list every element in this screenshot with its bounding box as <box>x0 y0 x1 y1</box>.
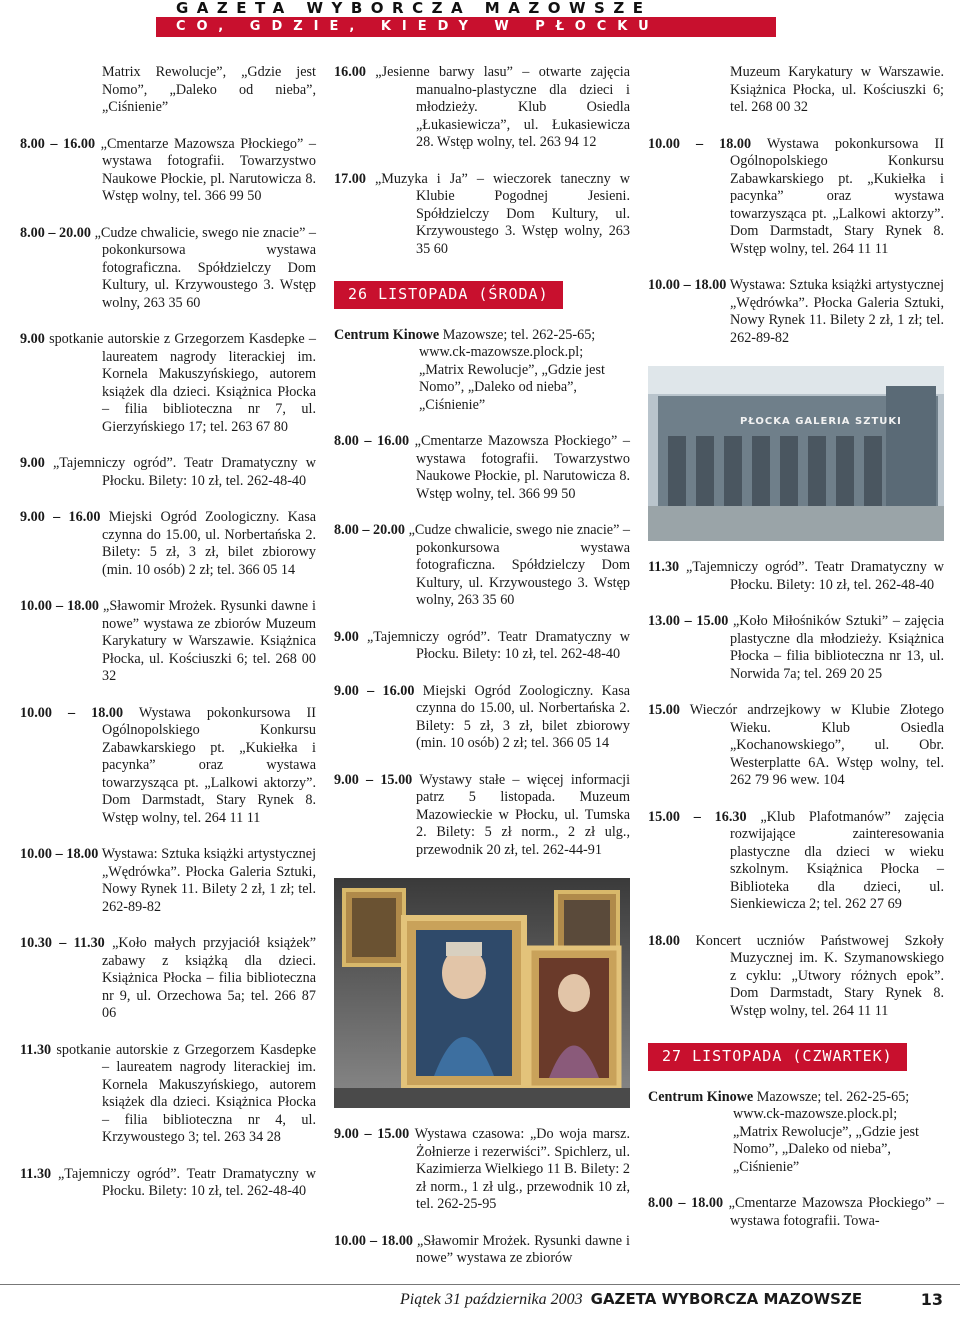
event-description: „Tajemniczy ogród”. Teatr Dramatyczny w Płocku. Bilety: 10 zł, tel. 262-48-40 <box>366 628 630 662</box>
event-description: „Klub Plafotmanów” zajęcia rozwijające zainteresowania plastyczne dla dzieci w wieku szkolnym. Książnica Płocka – Biblioteka dla dzieci, ul. Sienkiewicza 2; tel. 262 27 69 <box>730 808 944 912</box>
event-description: „Cmentarze Mazowsza Płockiego” – wystawa fotografii. Towarzystwo Naukowe Płockie, pl. Narutowicza 8. Wstęp wolny, tel. 366 99 50 <box>414 433 631 502</box>
event-entry <box>20 331 316 436</box>
event-description: Wystawa pokonkursowa II Ogólnopolskiego Konkursu Zabawkarskiego pt. „Kukiełka i pacynka” oraz wystawa towarzysząca pt. „Lalkowi aktorzy”. Dom Darmstadt, Stary Rynek 8. Wstęp wolny, tel. 264 11 11 <box>102 704 316 826</box>
venue-cinema <box>648 1089 944 1177</box>
photo-portraits <box>334 878 630 1108</box>
event-entry <box>20 225 316 313</box>
event-entry <box>20 64 316 117</box>
event-description: „Cudze chwalicie, swego nie znacie” – pokonkursowa wystawa fotograficzna. Spółdzielczy Dom Kultury, ul. Krzywoustego 3. Wstęp wolny, 263 35 60 <box>94 224 317 311</box>
event-entry <box>334 1233 630 1268</box>
event-time: 8.00 – 16.00 <box>334 433 410 449</box>
event-description: spotkanie autorskie z Grzegorzem Kasdepke – laureatem nagrody literackiej im. Kornela Makuszyńskiego, autorem książek dla dzieci. Książnica Płocka – filia biblioteczna nr 4, ul. Krzywoustego 3; tel. 263 34 28 <box>56 1041 316 1145</box>
event-entry <box>334 171 630 259</box>
events-list <box>648 1195 944 1230</box>
event-entry <box>20 1042 316 1147</box>
event-description: Wystawa czasowa: „Do woja marsz. Żołnierze i rezerwiści”. Spichlerz, ul. Kazimierza Wielkiego 11 B. Bilety: 2 zł norm., 1 zł ulg., przewodnik 10 zł, tel. 262-25-95 <box>414 1126 630 1212</box>
footer-rule <box>0 1284 960 1285</box>
masthead <box>156 0 776 37</box>
event-time: 8.00 – 18.00 <box>648 1195 724 1211</box>
event-entry <box>20 509 316 579</box>
issue-date: Piątek 31 października 2003 <box>400 1291 583 1308</box>
page-footer <box>400 1290 945 1314</box>
venue-name: Centrum Kinowe <box>648 1088 754 1105</box>
event-time: 9.00 <box>20 455 45 471</box>
event-description: „Cmentarze Mazowsza Płockiego” – wystawa fotografii. Towa- <box>728 1195 945 1229</box>
event-time: 11.30 <box>20 1041 52 1058</box>
event-time: 8.00 – 20.00 <box>20 224 91 241</box>
event-time: 11.30 <box>648 559 680 575</box>
event-entry <box>20 598 316 686</box>
event-description: „Jesienne barwy lasu” – otwarte zajęcia manualno-plastyczne dla dzieci i młodzieży. Klub Osiedla „Łukasiewicza”, ul. Łukasiewicza 28. Wstęp wolny, tel. 263 94 12 <box>375 64 630 150</box>
event-description: Matrix Rewolucje”, „Gdzie jest Nomo”, „Daleko od nieba”, „Ciśnienie” <box>102 64 316 115</box>
event-entry <box>648 809 944 914</box>
event-entry <box>20 935 316 1023</box>
event-time: 9.00 – 15.00 <box>334 771 413 788</box>
venue-cinema <box>334 327 630 415</box>
event-description: Miejski Ogród Zoologiczny. Kasa czynna do 15.00, ul. Norbertańska 2. Bilety: 5 zł, 3 zł, bilet zbiorowy (min. 10 osób) 2 zł; tel. 366 05 14 <box>416 682 631 751</box>
events-list <box>334 1126 630 1268</box>
event-entry <box>334 772 630 860</box>
event-time: 9.00 – 16.00 <box>334 682 415 699</box>
event-time: 10.00 – 18.00 <box>648 135 752 152</box>
event-entry <box>648 933 944 1021</box>
event-entry <box>334 522 630 610</box>
event-entry <box>334 629 630 664</box>
event-time: 15.00 <box>648 702 680 718</box>
event-description: Wystawa pokonkursowa II Ogólnopolskiego Konkursu Zabawkarskiego pt. „Kukiełka i pacynka” oraz wystawa towarzysząca pt. „Lalkowi aktorzy”. Dom Darmstadt, Stary Rynek 8. Wstęp wolny, tel. 264 11 11 <box>730 135 944 257</box>
column-left <box>20 64 316 1220</box>
column-right <box>648 64 944 1249</box>
event-time: 16.00 <box>334 64 366 80</box>
events-list <box>334 64 630 258</box>
photo-gallery-building <box>648 366 944 541</box>
event-time: 10.00 – 18.00 <box>20 846 99 862</box>
event-entry <box>334 683 630 753</box>
venue-text: Mazowsze; tel. 262-25-65; www.ck-mazowsze.plock.pl; „Matrix Rewolucje”, „Gdzie jest Nomo”, „Daleko od nieba”, „Ciśnienie” <box>733 1088 919 1175</box>
event-time: 13.00 – 15.00 <box>648 613 729 629</box>
gallery-building-image <box>648 366 944 541</box>
events-list <box>648 136 944 348</box>
event-description: Koncert uczniów Państwowej Szkoły Muzycznej im. K. Szymanowskiego z cyklu: „Utwory różnych epok”. Dom Darmstadt, Stary Rynek 8. Wstęp wolny, tel. 264 11 11 <box>695 932 944 1019</box>
column-middle <box>334 64 630 1287</box>
event-entry <box>334 433 630 503</box>
event-entry <box>648 613 944 683</box>
building-sign: PŁOCKA GALERIA SZTUKI <box>740 416 902 427</box>
event-entry <box>648 702 944 790</box>
events-list <box>334 433 630 859</box>
event-description: „Cudze chwalicie, swego nie znacie” – pokonkursowa wystawa fotograficzna. Spółdzielczy Dom Kultury, ul. Krzywoustego 3. Wstęp wolny, 263 35 60 <box>408 522 631 608</box>
event-description: Wystawa: Sztuka książki artystycznej „Wędrówka”. Płocka Galeria Sztuki, Nowy Rynek 11. Bilety 2 zł, 1 zł; tel. 262-89-82 <box>101 846 317 915</box>
event-description: Wystawa: Sztuka książki artystycznej „Wędrówka”. Płocka Galeria Sztuki, Nowy Rynek 11. Bilety 2 zł, 1 zł; tel. 262-89-82 <box>729 277 945 346</box>
event-entry <box>20 846 316 916</box>
event-time: 9.00 – 15.00 <box>334 1126 410 1142</box>
events-list <box>648 559 944 1020</box>
venue-name: Centrum Kinowe <box>334 326 440 343</box>
event-time: 10.00 – 18.00 <box>648 277 727 293</box>
event-description: Wystawy stałe – więcej informacji patrz 5 listopada. Muzeum Mazowieckie w Płocku, ul. Tumska 2. Bilety: 5 zł norm., 2 zł ulg., przewodnik 20 zł, tel. 262-44-91 <box>416 771 631 858</box>
event-entry <box>334 64 630 152</box>
event-description: „Tajemniczy ogród”. Teatr Dramatyczny w Płocku. Bilety: 10 zł, tel. 262-48-40 <box>686 559 944 593</box>
event-entry <box>648 136 944 259</box>
event-time: 10.00 – 18.00 <box>20 598 99 614</box>
event-description: „Sławomir Mrożek. Rysunki dawne i nowe” wystawa ze zbiorów <box>416 1232 630 1266</box>
event-time: 10.00 – 18.00 <box>20 704 124 721</box>
event-description: spotkanie autorskie z Grzegorzem Kasdepke – laureatem nagrody literackiej im. Kornela Makuszyńskiego, autorem książek dla dzieci. Książnica Płocka – filia biblioteczna nr 7, ul. Gierzyńskiego 17; tel. 263 67 80 <box>49 331 316 435</box>
event-time: 9.00 – 16.00 <box>20 509 101 525</box>
event-entry <box>20 136 316 206</box>
event-continuation: Muzeum Karykatury w Warszawie. Książnica Płocka, ul. Kościuszki 6; tel. 268 00 32 <box>730 64 944 115</box>
event-description: Miejski Ogród Zoologiczny. Kasa czynna do 15.00, ul. Norbertańska 2. Bilety: 5 zł, 3 zł, bilet zbiorowy (min. 10 osób) 2 zł; tel. 366 05 14 <box>102 509 317 578</box>
masthead-title: GAZETA WYBORCZA MAZOWSZE <box>156 0 776 17</box>
day-header-26: 26 LISTOPADA (ŚRODA) <box>334 281 563 309</box>
event-description: „Koło małych przyjaciół książek” zabawy z książką dla dzieci. Książnica Płocka – filia biblioteczna nr 9, ul. Orzechowa 5a; tel. 266 87 06 <box>102 935 317 1021</box>
event-time: 10.00 – 18.00 <box>334 1232 413 1249</box>
venue-text: Mazowsze; tel. 262-25-65; www.ck-mazowsze.plock.pl; „Matrix Rewolucje”, „Gdzie jest Nomo”, „Daleko od nieba”, „Ciśnienie” <box>419 326 605 413</box>
event-entry <box>648 277 944 347</box>
event-time: 17.00 <box>334 170 366 187</box>
masthead-subtitle: CO, GDZIE, KIEDY W PŁOCKU <box>156 17 776 37</box>
event-entry <box>20 705 316 828</box>
event-description: „Muzyka i Ja” – wieczorek taneczny w Klubie Pogodnej Jesieni. Spółdzielczy Dom Kultury, ul. Krzywoustego 3. Wstęp wolny, 263 35 60 <box>374 170 630 257</box>
portrait-gallery-image <box>334 878 630 1108</box>
event-time: 11.30 <box>20 1165 52 1182</box>
event-description: „Cmentarze Mazowsza Płockiego” – wystawa fotografii. Towarzystwo Naukowe Płockie, pl. Narutowicza 8. Wstęp wolny, tel. 366 99 50 <box>100 135 317 204</box>
event-time: 8.00 – 20.00 <box>334 522 405 538</box>
event-entry <box>648 1195 944 1230</box>
event-time: 9.00 <box>334 628 359 645</box>
event-entry <box>20 1166 316 1201</box>
event-description: „Koło Miłośników Sztuki” – zajęcia plastyczne dla młodzieży. Książnica Płocka – filia biblioteczna nr 13, ul. Norwida 7a; tel. 269 20 25 <box>730 613 945 682</box>
event-time: 10.30 – 11.30 <box>20 935 105 951</box>
event-description: „Tajemniczy ogród”. Teatr Dramatyczny w Płocku. Bilety: 10 zł, tel. 262-48-40 <box>58 1165 316 1199</box>
event-time: 18.00 <box>648 932 680 949</box>
event-entry <box>20 455 316 490</box>
event-time: 8.00 – 16.00 <box>20 135 96 152</box>
footer-brand: GAZETA WYBORCZA MAZOWSZE <box>590 1290 863 1308</box>
event-description: Wieczór andrzejkowy w Klubie Złotego Wieku. Klub Osiedla „Kochanowskiego”, ul. Obr. Westerplatte 6A. Wstęp wolny, tel. 262 79 96 wew. 104 <box>689 702 945 788</box>
event-entry <box>334 1126 630 1214</box>
event-description: „Sławomir Mrożek. Rysunki dawne i nowe” wystawa ze zbiorów Muzeum Karykatury w Warszawie. Książnica Płocka, ul. Kościuszki 6; tel. 268 00 32 <box>102 598 316 684</box>
event-entry <box>648 559 944 594</box>
event-description: „Tajemniczy ogród”. Teatr Dramatyczny w Płocku. Bilety: 10 zł, tel. 262-48-40 <box>52 455 316 489</box>
event-time: 9.00 <box>20 331 45 347</box>
day-header-27: 27 LISTOPADA (CZWARTEK) <box>648 1043 907 1071</box>
event-time: 15.00 – 16.30 <box>648 808 747 825</box>
page-number: 13 <box>920 1290 943 1309</box>
